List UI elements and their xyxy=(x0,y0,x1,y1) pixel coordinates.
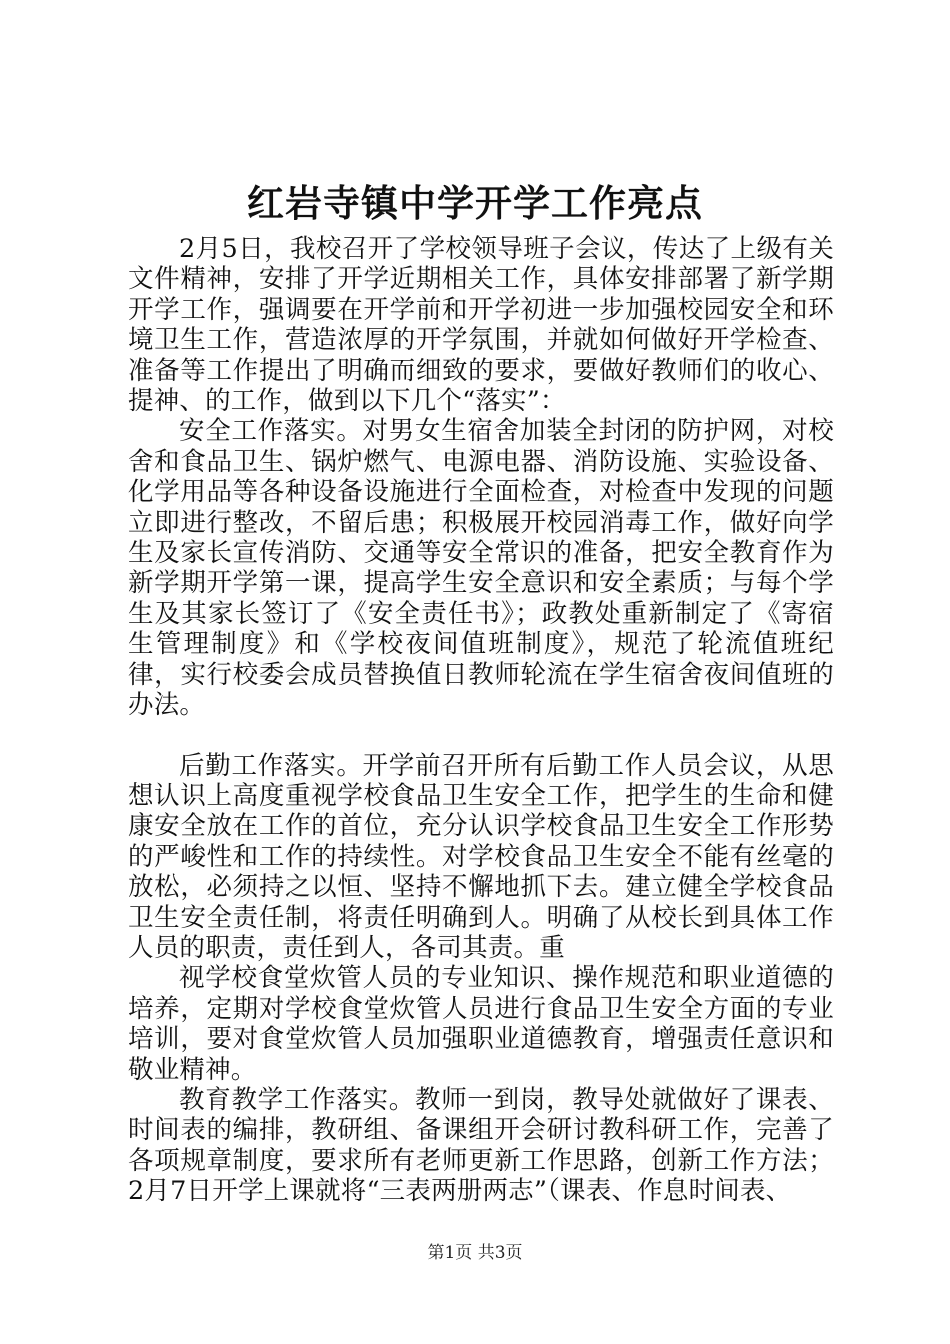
paragraph-teaching: 教育教学工作落实。教师一到岗，教导处就做好了课表、时间表的编排，教研组、备课组开会研讨教科研工作，完善了各项规章制度，要求所有老师更新工作思路，创新工作方法；2月7日开学上课就将“三表两册两志”（课表、作息时间表、 xyxy=(128,1084,834,1207)
paragraph-logistics: 后勤工作落实。开学前召开所有后勤工作人员会议，从思想认识上高度重视学校食品卫生安全工作，把学生的生命和健康安全放在工作的首位，充分认识学校食品卫生安全工作形势的严峻性和工作的持续性。对学校食品卫生安全不能有丝毫的放松，必须持之以恒、坚持不懈地抓下去。建立健全学校食品卫生安全责任制，将责任明确到人。明确了从校长到具体工作人员的职责，责任到人，各司其责。重 xyxy=(128,750,834,963)
paragraph-gap xyxy=(128,721,834,751)
paragraph-safety: 安全工作落实。对男女生宿舍加装全封闭的防护网，对校舍和食品卫生、锅炉燃气、电源电器、消防设施、实验设备、化学用品等各种设备设施进行全面检查，对检查中发现的问题立即进行整改，不留后患；积极展开校园消毒工作，做好向学生及家长宣传消防、交通等安全常识的准备，把安全教育作为新学期开学第一课，提高学生安全意识和安全素质；与每个学生及其家长签订了《安全责任书》；政教处重新制定了《寄宿生管理制度》和《学校夜间值班制度》，规范了轮流值班纪律，实行校委会成员替换值日教师轮流在学生宿舍夜间值班的办法。 xyxy=(128,416,834,721)
document-body xyxy=(128,234,834,1207)
page-number-footer: 第1页 共3页 xyxy=(427,1243,523,1263)
paragraph-canteen-staff: 视学校食堂炊管人员的专业知识、操作规范和职业道德的培养，定期对学校食堂炊管人员进行食品卫生安全方面的专业培训，要对食堂炊管人员加强职业道德教育，增强责任意识和敬业精神。 xyxy=(128,963,834,1085)
paragraph-intro: 2月5日，我校召开了学校领导班子会议，传达了上级有关文件精神，安排了开学近期相关工作，具体安排部署了新学期开学工作，强调要在开学前和开学初进一步加强校园安全和环境卫生工作，营造浓厚的开学氛围，并就如何做好开学检查、准备等工作提出了明确而细致的要求，要做好教师们的收心、提神、的工作，做到以下几个“落实”： xyxy=(128,234,834,417)
document-title: 红岩寺镇中学开学工作亮点 xyxy=(247,181,703,225)
